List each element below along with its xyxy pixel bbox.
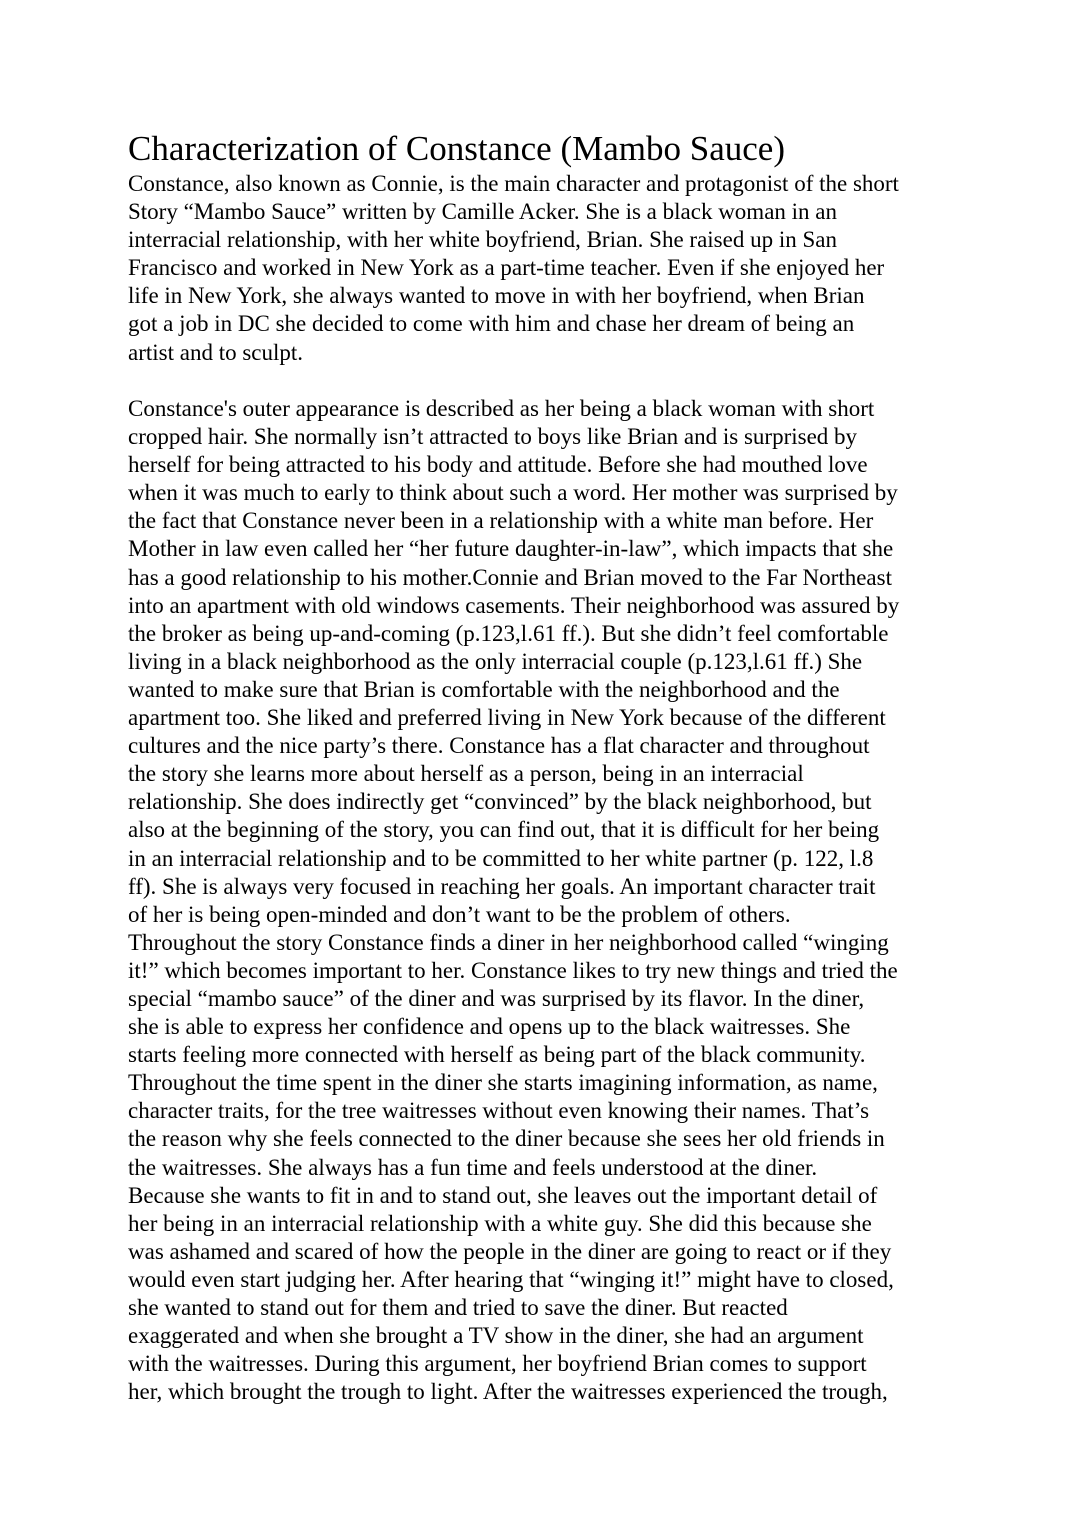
document-title: Characterization of Constance (Mambo Sauce): [128, 129, 785, 168]
text-line: interracial relationship, with her white boyfriend, Brian. She raised up in San: [128, 227, 837, 253]
text-line: Constance, also known as Connie, is the main character and protagonist of the short: [128, 171, 899, 196]
text-line: also at the beginning of the story, you can find out, that it is difficult for her being: [128, 817, 880, 843]
text-line: Francisco and worked in New York as a part-time teacher. Even if she enjoyed her: [128, 255, 885, 281]
text-line: with the waitresses. During this argument, her boyfriend Brian comes to support: [128, 1351, 867, 1377]
text-line: Constance's outer appearance is described as her being a black woman with short: [128, 396, 875, 421]
text-line: she wanted to stand out for them and tried to save the diner. But reacted: [128, 1295, 788, 1320]
text-line: the reason why she feels connected to the diner because she sees her old friends in: [128, 1126, 885, 1152]
text-line: her, which brought the trough to light. After the waitresses experienced the trough,: [128, 1379, 888, 1405]
text-line: has a good relationship to his mother.Connie and Brian moved to the Far Northeast: [128, 564, 892, 590]
text-line: her being in an interracial relationship with a white guy. She did this because she: [128, 1210, 872, 1236]
text-line: apartment too. She liked and preferred living in New York because of the different: [128, 705, 886, 731]
text-line: ff). She is always very focused in reaching her goals. An important character trait: [128, 873, 876, 899]
text-line: character traits, for the tree waitresses without even knowing their names. That’s: [128, 1098, 870, 1124]
text-line: the story she learns more about herself as a person, being in an interracial: [128, 761, 804, 787]
text-line: would even start judging her. After hearing that “winging it!” might have to closed,: [128, 1266, 894, 1292]
text-line: starts feeling more connected with herself as being part of the black community.: [128, 1042, 866, 1068]
text-line: herself for being attracted to his body and attitude. Before she had mouthed love: [128, 452, 868, 478]
paragraph-1: [128, 170, 1028, 367]
text-line: got a job in DC she decided to come with him and chase her dream of being an: [128, 311, 855, 337]
text-line: Story “Mambo Sauce” written by Camille Acker. She is a black woman in an: [128, 199, 838, 225]
text-line: relationship. She does indirectly get “convinced” by the black neighborhood, but: [128, 789, 872, 815]
text-line: of her is being open-minded and don’t want to be the problem of others.: [128, 901, 791, 927]
text-line: Throughout the time spent in the diner she starts imagining information, as name,: [128, 1070, 878, 1096]
text-line: wanted to make sure that Brian is comfortable with the neighborhood and the: [128, 676, 840, 702]
text-line: cultures and the nice party’s there. Constance has a flat character and throughout: [128, 733, 870, 759]
text-line: Throughout the story Constance finds a diner in her neighborhood called “winging: [128, 929, 889, 955]
text-line: living in a black neighborhood as the only interracial couple (p.123,l.61 ff.) She: [128, 648, 863, 674]
text-line: the broker as being up-and-coming (p.123,l.61 ff.). But she didn’t feel comfortable: [128, 620, 889, 646]
text-line: she is able to express her confidence and opens up to the black waitresses. She: [128, 1014, 851, 1040]
text-line: in an interracial relationship and to be committed to her white partner (p. 122, l.8: [128, 845, 874, 871]
text-line: the waitresses. She always has a fun time and feels understood at the diner.: [128, 1154, 818, 1180]
text-line: when it was much to early to think about such a word. Her mother was surprised by: [128, 480, 898, 506]
text-line: life in New York, she always wanted to move in with her boyfriend, when Brian: [128, 283, 865, 309]
text-line: the fact that Constance never been in a relationship with a white man before. Her: [128, 508, 874, 534]
text-line: Mother in law even called her “her future daughter-in-law”, which impacts that she: [128, 536, 894, 562]
text-line: special “mambo sauce” of the diner and was surprised by its flavor. In the diner,: [128, 985, 865, 1011]
text-line: it!” which becomes important to her. Constance likes to try new things and tried the: [128, 957, 898, 983]
text-line: Because she wants to fit in and to stand out, she leaves out the important detail of: [128, 1182, 878, 1208]
paragraph-2: [128, 395, 1028, 1406]
text-line: cropped hair. She normally isn’t attracted to boys like Brian and is surprised by: [128, 424, 858, 450]
text-line: exaggerated and when she brought a TV show in the diner, she had an argument: [128, 1323, 864, 1349]
text-line: artist and to sculpt.: [128, 339, 304, 365]
text-line: into an apartment with old windows casements. Their neighborhood was assured by: [128, 592, 900, 618]
text-line: was ashamed and scared of how the people in the diner are going to react or if they: [128, 1238, 892, 1264]
